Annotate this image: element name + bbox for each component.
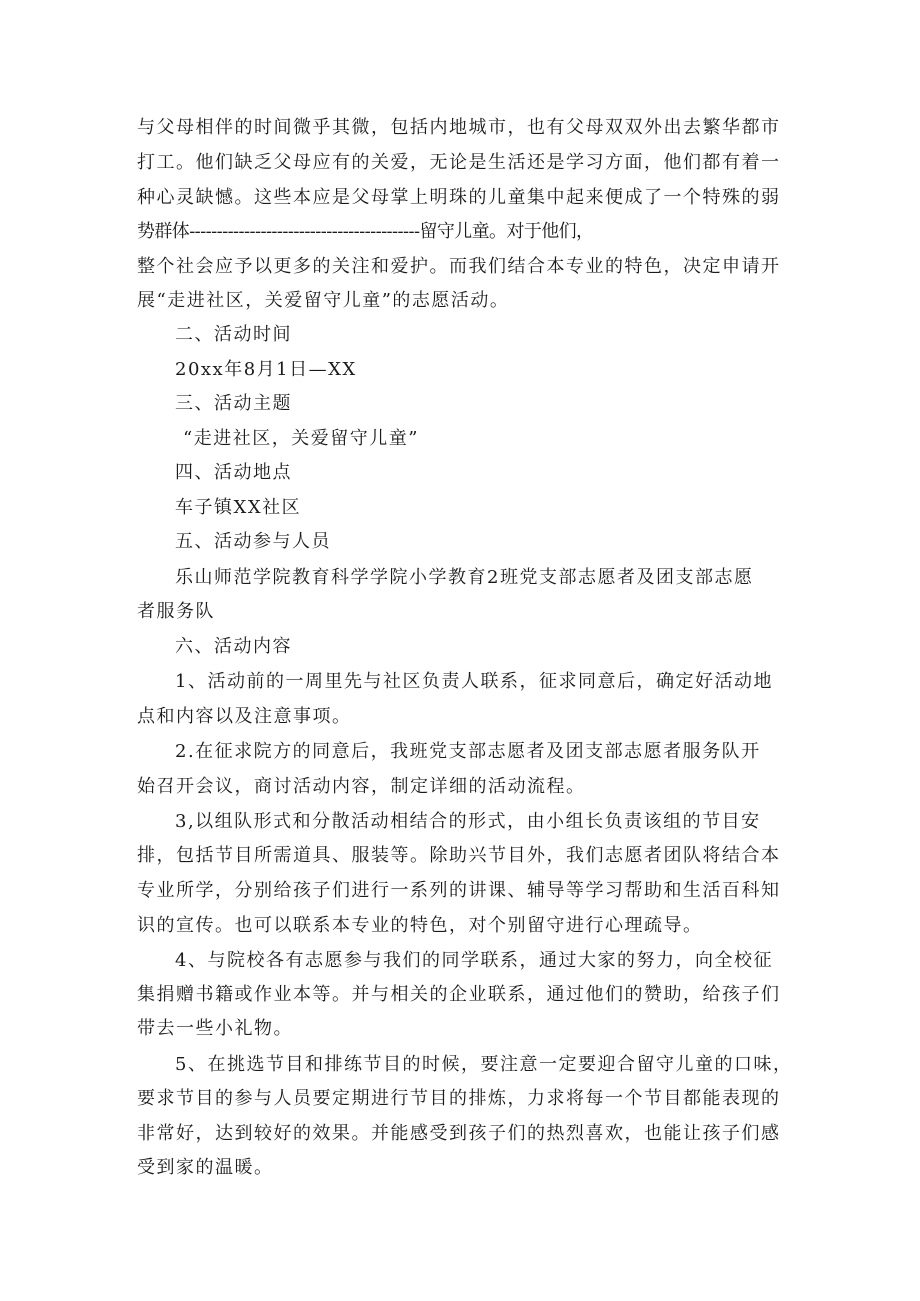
paragraph-line: 车子镇XX社区 bbox=[175, 497, 302, 518]
paragraph-line: 识的宣传。也可以联系本专业的特色，对个别留守进行心理疏导。 bbox=[137, 915, 703, 936]
paragraph-line: 乐山师范学院教育科学学院小学教育2班党支部志愿者及团支部志愿 bbox=[175, 567, 754, 588]
paragraph-line: 点和内容以及注意事项。 bbox=[137, 706, 352, 727]
paragraph-line: 展“走进社区，关爱留守儿童”的志愿活动。 bbox=[137, 290, 510, 311]
section-heading: 四、活动地点 bbox=[175, 462, 292, 483]
paragraph-line: 4、与院校各有志愿参与我们的同学联系，通过大家的努力，向全校征 bbox=[175, 950, 773, 971]
paragraph-line: 者服务队 bbox=[137, 601, 215, 622]
paragraph-line: 20xx年8月1日—XX bbox=[175, 359, 357, 380]
paragraph-line: 2.在征求院方的同意后，我班党支部志愿者及团支部志愿者服务队开 bbox=[175, 741, 761, 762]
paragraph-line: 带去一些小礼物。 bbox=[137, 1018, 293, 1039]
section-heading: 三、活动主题 bbox=[175, 393, 292, 414]
paragraph-line: “走进社区，关爱留守儿童” bbox=[183, 428, 419, 449]
paragraph-line: 3,以组队形式和分散活动相结合的形式，由小组长负责该组的节目安 bbox=[175, 811, 761, 832]
paragraph-line: 种心灵缺憾。这些本应是父母掌上明珠的儿童集中起来便成了一个特殊的弱 bbox=[137, 187, 781, 208]
section-heading: 六、活动内容 bbox=[175, 636, 292, 657]
paragraph-line: 排，包括节目所需道具、服装等。除助兴节目外，我们志愿者团队将结合本 bbox=[137, 845, 781, 866]
paragraph-line: 非常好，达到较好的效果。并能感受到孩子们的热烈喜欢，也能让孩子们感 bbox=[137, 1123, 781, 1144]
paragraph-line: 专业所学，分别给孩子们进行一系列的讲课、辅导等学习帮助和生活百科知 bbox=[137, 880, 781, 901]
paragraph-line: 与父母相伴的时间微乎其微，包括内地城市，也有父母双双外出去繁华都市 bbox=[137, 117, 781, 138]
paragraph-line: 5、在挑选节目和排练节目的时候，要注意一定要迎合留守儿童的口味， bbox=[175, 1054, 793, 1075]
paragraph-line: 要求节目的参与人员要定期进行节目的排炼，力求将每一个节目都能表现的 bbox=[137, 1088, 781, 1109]
section-heading: 二、活动时间 bbox=[175, 324, 292, 345]
paragraph-line: 打工。他们缺乏父母应有的关爱，无论是生活还是学习方面，他们都有着一 bbox=[137, 152, 781, 173]
paragraph-line: 势群体------------------------------------------留守儿童。对于他们， bbox=[137, 221, 594, 242]
paragraph-line: 受到家的温暖。 bbox=[137, 1157, 274, 1178]
paragraph-line: 集捐赠书籍或作业本等。并与相关的企业联系，通过他们的赞助，给孩子们 bbox=[137, 984, 781, 1005]
paragraph-line: 整个社会应予以更多的关注和爱护。而我们结合本专业的特色，决定申请开 bbox=[137, 256, 781, 277]
paragraph-line: 1、活动前的一周里先与社区负责人联系，征求同意后，确定好活动地 bbox=[175, 671, 773, 692]
paragraph-line: 始召开会议，商讨活动内容，制定详细的活动流程。 bbox=[137, 776, 586, 797]
section-heading: 五、活动参与人员 bbox=[175, 531, 331, 552]
